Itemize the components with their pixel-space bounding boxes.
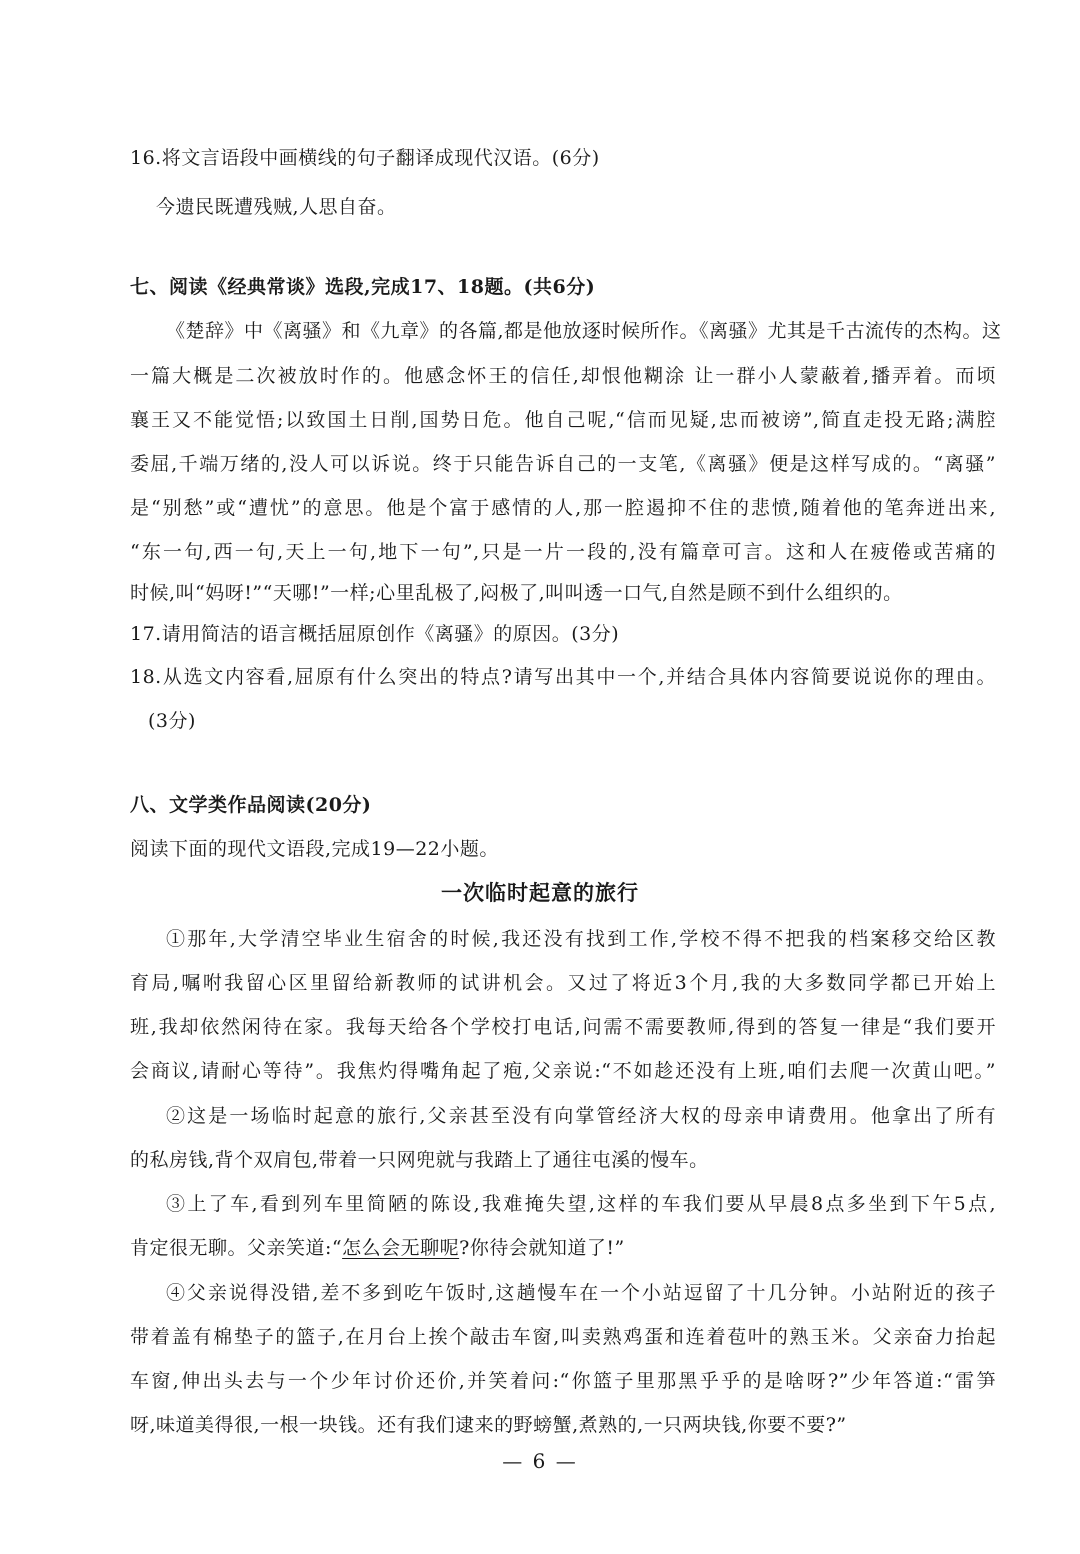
passage-line: 《楚辞》中《离骚》和《九章》的各篇,都是他放逐时候所作。《离骚》尤其是千古流传的杰构。这	[166, 320, 1002, 342]
story-title: 一次临时起意的旅行	[441, 881, 639, 905]
q18-question: 18.从选文内容看,屈原有什么突出的特点?请写出其中一个,并结合具体内容简要说说你的理由。	[130, 666, 996, 688]
passage-line: 时候,叫“妈呀!”“天哪!”一样;心里乱极了,闷极了,叫叫透一口气,自然是顾不到什么组织的。	[130, 582, 903, 604]
passage-line: 是“别愁”或“遭忧”的意思。他是个富于感情的人,那一腔遏抑不住的悲愤,随着他的笔奔迸出来,	[130, 497, 996, 519]
passage-line: 一篇大概是二次被放时作的。他感念怀王的信任,却恨他糊涂 让一群小人蒙蔽着,播弄着。而顷	[130, 365, 996, 387]
q16-question: 16.将文言语段中画横线的句子翻译成现代汉语。(6分)	[130, 147, 600, 169]
page-number: — 6 —	[502, 1449, 578, 1473]
section7-heading: 七、阅读《经典常谈》选段,完成17、18题。(共6分)	[130, 276, 596, 298]
story-line-end: ?你待会就知道了!”	[459, 1237, 625, 1259]
passage-line: 襄王又不能觉悟;以致国土日削,国势日危。他自己呢,“信而见疑,忠而被谤”,简直走投无路;满腔	[130, 409, 996, 431]
story-line: 带着盖有棉垫子的篮子,在月台上挨个敲击车窗,叫卖熟鸡蛋和连着苞叶的熟玉米。父亲奋力抬起	[130, 1326, 996, 1348]
story-line: ④父亲说得没错,差不多到吃午饭时,这趟慢车在一个小站逗留了十几分钟。小站附近的孩子	[166, 1282, 996, 1304]
story-line: ②这是一场临时起意的旅行,父亲甚至没有向掌管经济大权的母亲申请费用。他拿出了所有	[166, 1105, 996, 1127]
passage-line: “东一句,西一句,天上一句,地下一句”,只是一片一段的,没有篇章可言。这和人在疲倦或苦痛的	[130, 541, 996, 563]
section8-instruction: 阅读下面的现代文语段,完成19—22小题。	[130, 838, 499, 860]
story-line: ③上了车,看到列车里简陋的陈设,我难掩失望,这样的车我们要从早晨8点多坐到下午5点,	[166, 1193, 996, 1215]
q18-points: (3分)	[148, 710, 196, 732]
story-line: 班,我却依然闲待在家。我每天给各个学校打电话,问需不需要教师,得到的答复一律是“我们要开	[130, 1016, 996, 1038]
underlined-phrase: 怎么会无聊呢	[342, 1237, 460, 1259]
story-line	[130, 1233, 625, 1263]
q16-sentence: 今遗民既遭残贼,人思自奋。	[156, 196, 397, 218]
story-line: 的私房钱,背个双肩包,带着一只网兜就与我踏上了通往屯溪的慢车。	[130, 1149, 709, 1171]
story-line: ①那年,大学清空毕业生宿舍的时候,我还没有找到工作,学校不得不把我的档案移交给区教	[166, 928, 996, 950]
passage-line: 委屈,千端万绪的,没人可以诉说。终于只能告诉自己的一支笔,《离骚》便是这样写成的。“离骚”	[130, 453, 996, 475]
q17-question: 17.请用简洁的语言概括屈原创作《离骚》的原因。(3分)	[130, 623, 620, 645]
story-line: 育局,嘱咐我留心区里留给新教师的试讲机会。又过了将近3个月,我的大多数同学都已开始上	[130, 972, 996, 994]
story-line: 会商议,请耐心等待”。我焦灼得嘴角起了疱,父亲说:“不如趁还没有上班,咱们去爬一次黄山吧。”	[130, 1060, 996, 1082]
story-line: 呀,味道美得很,一根一块钱。还有我们逮来的野螃蟹,煮熟的,一只两块钱,你要不要?”	[130, 1414, 847, 1436]
section8-heading: 八、文学类作品阅读(20分)	[130, 794, 372, 816]
story-line-start: 肯定很无聊。父亲笑道:“	[130, 1237, 343, 1259]
story-line: 车窗,伸出头去与一个少年讨价还价,并笑着问:“你篮子里那黑乎乎的是啥呀?”少年答道:“雷笋	[130, 1370, 996, 1392]
